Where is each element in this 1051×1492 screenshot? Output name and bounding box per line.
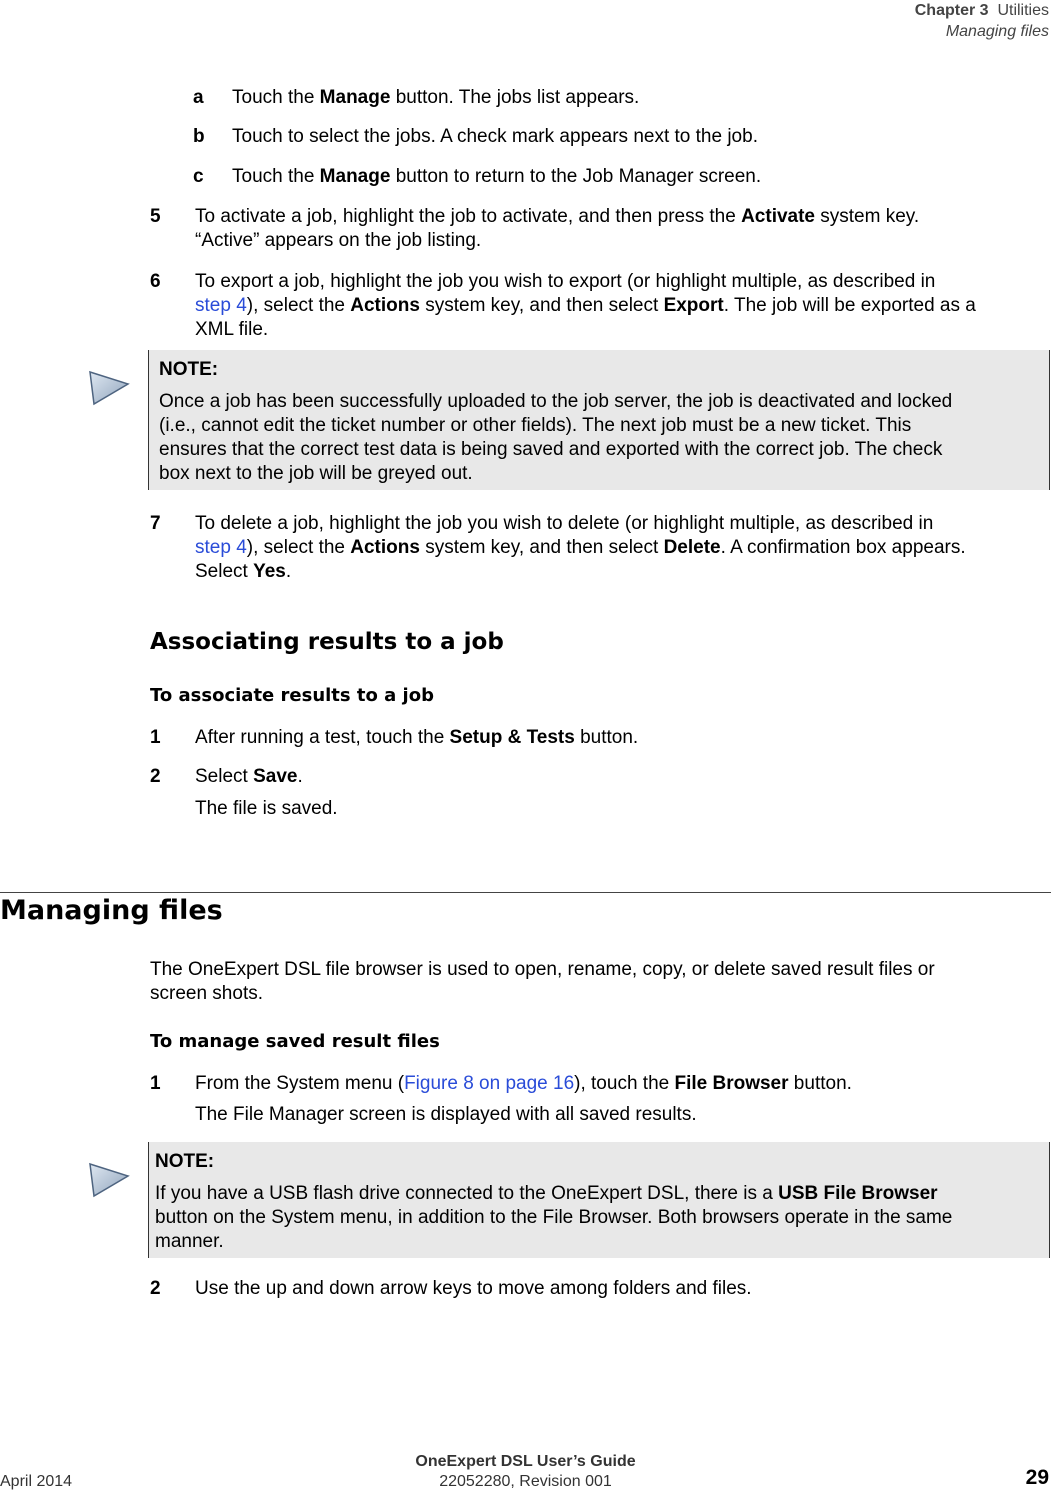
revision: 22052280, Revision 001 [439, 1473, 612, 1490]
figure-8-link[interactable]: Figure 8 on page 16 [404, 1073, 575, 1094]
header-section: Managing files [945, 23, 1049, 40]
step-7-line3: Select Yes. [195, 561, 292, 582]
page-number: 29 [1025, 1466, 1049, 1489]
step-6-line2: step 4), select the Actions system key, and then select Export. The job will be exported as a [195, 295, 976, 316]
chapter-label: Chapter 3 [914, 2, 989, 19]
manage-step-2: Use the up and down arrow keys to move among folders and files. [195, 1278, 752, 1299]
step-5-line2: “Active” appears on the job listing. [195, 230, 482, 251]
footer-date: April 2014 [0, 1473, 73, 1490]
manage-step-1-result: The File Manager screen is displayed with all saved results. [195, 1104, 697, 1125]
step-marker-a: a [193, 87, 204, 108]
note-body: If you have a USB flash drive connected to the OneExpert DSL, there is a USB File Browser button on the System menu, in addition to the File Browser. Both browsers operate in the same manner. [155, 1183, 953, 1252]
running-header [915, 0, 1049, 42]
step-7-line1: To delete a job, highlight the job you wish to delete (or highlight multiple, as described in [195, 513, 934, 534]
step-c-text: Touch the Manage button to return to the Job Manager screen. [232, 166, 762, 187]
step-marker-1: 1 [150, 727, 161, 748]
step-marker-2: 2 [150, 766, 161, 787]
procedure-title: To manage saved result files [150, 1031, 440, 1052]
step-a-text: Touch the Manage button. The jobs list appears. [232, 87, 640, 108]
step-4-link[interactable]: step 4 [195, 295, 247, 316]
step-marker-c: c [193, 166, 204, 187]
assoc-step-2: Select Save. [195, 766, 303, 787]
intro-line1: The OneExpert DSL file browser is used to open, rename, copy, or delete saved result files or [150, 959, 935, 980]
note-box-2 [148, 1142, 1050, 1258]
step-marker-5: 5 [150, 206, 161, 227]
note-title: NOTE: [159, 359, 219, 380]
step-marker-7: 7 [150, 513, 161, 534]
step-4-link[interactable]: step 4 [195, 537, 247, 558]
step-marker-1: 1 [150, 1073, 161, 1094]
chapter-name: Utilities [997, 2, 1049, 19]
note-arrow-icon [88, 1158, 130, 1198]
step-marker-6: 6 [150, 271, 161, 292]
note-arrow-icon [88, 366, 130, 406]
assoc-step-2-result: The file is saved. [195, 798, 338, 819]
step-6-line3: XML file. [195, 319, 269, 340]
step-5-line1: To activate a job, highlight the job to activate, and then press the Activate system key. [195, 206, 920, 227]
subsection-heading: Associating results to a job [150, 629, 504, 655]
note-title: NOTE: [155, 1151, 215, 1172]
note-box-1 [148, 350, 1050, 490]
step-b-text: Touch to select the jobs. A check mark appears next to the job. [232, 126, 758, 147]
footer-center [0, 1452, 1051, 1492]
assoc-step-1: After running a test, touch the Setup & Tests button. [195, 727, 639, 748]
step-7-line2: step 4), select the Actions system key, and then select Delete. A confirmation box appears. [195, 537, 966, 558]
manage-step-1: From the System menu (Figure 8 on page 16), touch the File Browser button. [195, 1073, 852, 1094]
step-marker-b: b [193, 126, 205, 147]
note-body: Once a job has been successfully uploaded to the job server, the job is deactivated and locked (i.e., cannot edit the ticket number or other fields). The next job must be a new ticket. This ensures that the correct test data is being saved and exported with the correct job. The check box next to the job will be greyed out. [159, 391, 953, 484]
step-6-line1: To export a job, highlight the job you wish to export (or highlight multiple, as described in [195, 271, 936, 292]
intro-line2: screen shots. [150, 983, 263, 1004]
guide-title: OneExpert DSL User’s Guide [415, 1453, 636, 1470]
step-marker-2: 2 [150, 1278, 161, 1299]
section-heading: Managing files [0, 895, 223, 926]
section-rule [0, 892, 1051, 893]
procedure-title: To associate results to a job [150, 685, 434, 706]
